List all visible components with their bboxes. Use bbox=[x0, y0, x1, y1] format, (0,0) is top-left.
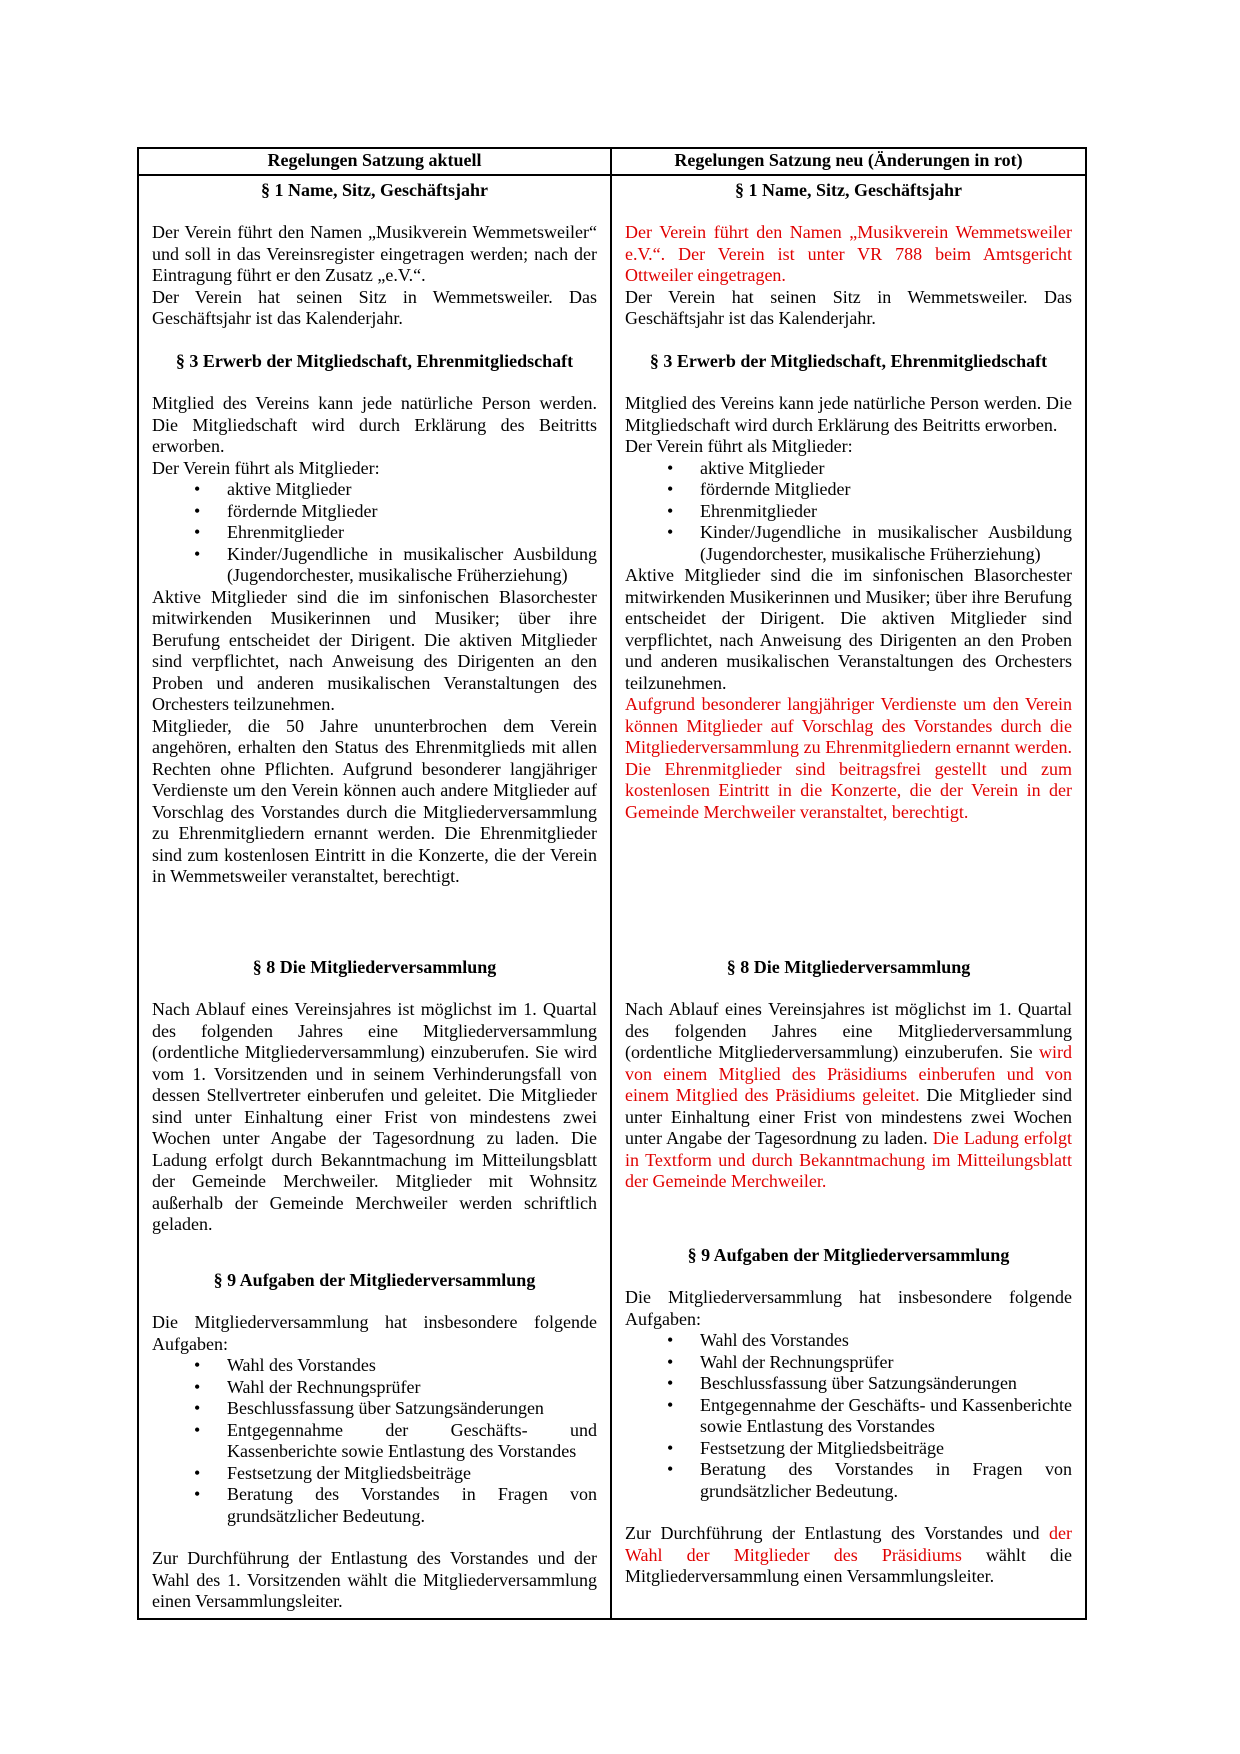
paragraph: Der Verein hat seinen Sitz in Wemmetsweiler. Das Geschäftsjahr ist das Kalenderjahr. bbox=[152, 286, 597, 328]
bullet-icon: • bbox=[194, 1398, 201, 1418]
cell-aktuell-s1-s3 bbox=[139, 176, 612, 932]
list-item-label: Beschlussfassung über Satzungsänderungen bbox=[700, 1373, 1017, 1393]
list-item-label: fördernde Mitglieder bbox=[700, 479, 851, 499]
paragraph-changed: Der Verein führt den Namen „Musikverein Wemmetsweiler e.V.“. Der Verein ist unter VR 788 beim Amtsgericht Ottweiler eingetragen. bbox=[625, 222, 1072, 285]
list-item bbox=[152, 1377, 597, 1399]
list-item bbox=[625, 1438, 1072, 1460]
bullet-icon: • bbox=[194, 1462, 201, 1483]
paragraph-mixed bbox=[625, 1523, 1072, 1588]
paragraph: Mitglied des Vereins kann jede natürliche Person werden. Die Mitgliedschaft wird durch Erklärung des Beitritts erworben. bbox=[152, 393, 597, 456]
section-heading-s3: § 3 Erwerb der Mitgliedschaft, Ehrenmitgliedschaft bbox=[649, 350, 1048, 371]
paragraph: Der Verein führt als Mitglieder: bbox=[152, 457, 380, 478]
list-item bbox=[625, 458, 1072, 480]
bullet-icon: • bbox=[667, 1437, 674, 1458]
section-heading-s8: § 8 Die Mitgliederversammlung bbox=[252, 956, 497, 977]
list-item-label: fördernde Mitglieder bbox=[227, 500, 378, 521]
table-row-s8-s9 bbox=[139, 932, 1085, 1619]
paragraph: Der Verein führt den Namen „Musikverein Wemmetsweiler“ und soll in das Vereinsregister eingetragen werden; nach der Eintragung führt er den Zusatz „e.V.“. bbox=[152, 222, 597, 285]
list-item bbox=[625, 479, 1072, 501]
list-item-label: Beratung des Vorstandes in Fragen von grundsätzlicher Bedeutung. bbox=[700, 1459, 1072, 1501]
cell-aktuell-s8-s9 bbox=[139, 932, 612, 1619]
column-header-satzung-neu: Regelungen Satzung neu (Änderungen in rot) bbox=[674, 150, 1023, 170]
list-item bbox=[152, 1484, 597, 1527]
satzung-comparison-table bbox=[137, 147, 1087, 1620]
section-heading-s9: § 9 Aufgaben der Mitgliederversammlung bbox=[213, 1269, 536, 1290]
paragraph: Die Mitgliederversammlung hat insbesondere folgende Aufgaben: bbox=[625, 1287, 1072, 1329]
bullet-icon: • bbox=[667, 1459, 674, 1479]
list-item-label: Wahl der Rechnungsprüfer bbox=[227, 1376, 421, 1397]
list-item bbox=[625, 1330, 1072, 1352]
list-item-label: Kinder/Jugendliche in musikalischer Ausbildung (Jugendorchester, musikalische Früherziehung) bbox=[227, 543, 597, 585]
paragraph: Mitglied des Vereins kann jede natürliche Person werden. Die Mitgliedschaft wird durch Erklärung des Beitritts erworben. bbox=[625, 393, 1072, 435]
cell-neu-s8-s9 bbox=[612, 932, 1085, 1619]
bullet-icon: • bbox=[667, 1373, 674, 1393]
list-item-label: Beschlussfassung über Satzungsänderungen bbox=[227, 1398, 544, 1418]
list-item-label: Wahl des Vorstandes bbox=[700, 1330, 849, 1350]
list-item-label: aktive Mitglieder bbox=[700, 457, 825, 478]
section-heading-s1: § 1 Name, Sitz, Geschäftsjahr bbox=[735, 179, 962, 200]
paragraph: Die Mitgliederversammlung hat insbesondere folgende Aufgaben: bbox=[152, 1312, 597, 1354]
list-item-label: Kinder/Jugendliche in musikalischer Ausbildung (Jugendorchester, musikalische Früherziehung) bbox=[700, 522, 1072, 564]
bullet-icon: • bbox=[667, 457, 674, 478]
text-segment-changed: der Wahl der Mitglieder des Präsidiums bbox=[625, 1523, 1072, 1565]
table-row-s1-s3 bbox=[139, 176, 1085, 932]
text-segment: Nach Ablauf eines Vereinsjahres ist möglichst im 1. Quartal des folgenden Jahres eine Mitgliederversammlung (ordentliche Mitgliederversammlung) einzuberufen. Sie bbox=[625, 999, 1072, 1062]
bullet-icon: • bbox=[194, 479, 201, 499]
bullet-icon: • bbox=[667, 479, 674, 499]
list-item-label: Festsetzung der Mitgliedsbeiträge bbox=[700, 1437, 944, 1458]
list-item bbox=[625, 522, 1072, 565]
list-item-label: Festsetzung der Mitgliedsbeiträge bbox=[227, 1462, 471, 1483]
list-item-label: Wahl des Vorstandes bbox=[227, 1355, 376, 1375]
paragraph: Aktive Mitglieder sind die im sinfonischen Blasorchester mitwirkenden Musikerinnen und Musiker; über ihre Berufung entscheidet der Dirigent. Die aktiven Mitglieder sind verpflichtet, nach Anweisung des Dirigenten an den Proben und anderen musikalischen Veranstaltungen des Orchesters teilzunehmen. bbox=[625, 565, 1072, 693]
list-item bbox=[625, 1459, 1072, 1502]
paragraph: Mitglieder, die 50 Jahre ununterbrochen dem Verein angehören, erhalten den Status des Ehrenmitglieds mit allen Rechten ohne Pflichten. Aufgrund besonderer langjähriger Verdienste um den Verein können auch andere Mitglieder auf Vorschlag des Vorstandes durch die Mitgliederversammlung zu Ehrenmitgliedern ernannt werden. Die Ehrenmitglieder sind zum kostenlosen Eintritt in die Konzerte, die der Verein in Wemmetsweiler veranstaltet, berechtigt. bbox=[152, 715, 597, 886]
list-item-label: Ehrenmitglieder bbox=[227, 522, 344, 542]
text-segment-changed: Die Ladung erfolgt in Textform und durch Bekanntmachung im Mitteilungsblatt der Gemeinde Merchweiler. bbox=[625, 1128, 1073, 1191]
list-item-label: Ehrenmitglieder bbox=[700, 500, 817, 521]
list-item-label: Beratung des Vorstandes in Fragen von grundsätzlicher Bedeutung. bbox=[227, 1484, 597, 1526]
list-item bbox=[152, 1420, 597, 1463]
text-segment: wählt die Mitgliederversammlung einen Versammlungsleiter. bbox=[625, 1544, 1072, 1586]
section-heading-s9: § 9 Aufgaben der Mitgliederversammlung bbox=[687, 1244, 1010, 1265]
section-heading-s8: § 8 Die Mitgliederversammlung bbox=[726, 956, 971, 977]
bullet-icon: • bbox=[194, 543, 201, 564]
paragraph-changed: Aufgrund besonderer langjähriger Verdienste um den Verein können Mitglieder auf Vorschlag des Vorstandes durch die Mitgliederversammlung zu Ehrenmitgliedern ernannt werden. Die Ehrenmitglieder sind beitragsfrei gestellt und zum kostenlosen Eintritt in die Konzerte, die der Verein in der Gemeinde Merchweiler veranstaltet, berechtigt. bbox=[625, 694, 1072, 822]
paragraph: Zur Durchführung der Entlastung des Vorstandes und der Wahl des 1. Vorsitzenden wählt die Mitgliederversammlung einen Versammlungsleiter. bbox=[152, 1548, 597, 1611]
list-item bbox=[625, 501, 1072, 523]
column-header-satzung-aktuell: Regelungen Satzung aktuell bbox=[139, 149, 612, 174]
list-item-label: Entgegennahme der Geschäfts- und Kassenberichte sowie Entlastung des Vorstandes bbox=[700, 1394, 1072, 1436]
bullet-icon: • bbox=[667, 522, 674, 542]
bullet-icon: • bbox=[194, 1484, 201, 1504]
list-item bbox=[152, 1463, 597, 1485]
bullet-icon: • bbox=[194, 522, 201, 542]
list-item bbox=[152, 544, 597, 587]
list-item-label: Entgegennahme der Geschäfts- und Kassenberichte sowie Entlastung des Vorstandes bbox=[227, 1419, 597, 1461]
list-item-label: aktive Mitglieder bbox=[227, 479, 352, 499]
bullet-icon: • bbox=[194, 1355, 201, 1375]
list-item bbox=[152, 1398, 597, 1420]
bullet-icon: • bbox=[194, 1376, 201, 1397]
paragraph: Der Verein hat seinen Sitz in Wemmetsweiler. Das Geschäftsjahr ist das Kalenderjahr. bbox=[625, 286, 1072, 328]
list-item bbox=[625, 1373, 1072, 1395]
cell-neu-s1-s3 bbox=[612, 176, 1085, 932]
list-item bbox=[152, 501, 597, 523]
section-heading-s3: § 3 Erwerb der Mitgliedschaft, Ehrenmitgliedschaft bbox=[175, 350, 574, 371]
bullet-icon: • bbox=[194, 500, 201, 521]
table-header-row bbox=[139, 149, 1085, 176]
paragraph: Aktive Mitglieder sind die im sinfonischen Blasorchester mitwirkenden Musikerinnen und Musiker; über ihre Berufung entscheidet der Dirigent. Die aktiven Mitglieder sind verpflichtet, nach Anweisung des Dirigenten an den Proben und anderen musikalischen Veranstaltungen des Orchesters teilzunehmen. bbox=[152, 586, 597, 714]
text-segment: Die Mitglieder sind unter Einhaltung einer Frist von mindestens zwei Wochen unter Angabe der Tagesordnung zu laden. bbox=[625, 1085, 1073, 1148]
section-heading-s1: § 1 Name, Sitz, Geschäftsjahr bbox=[261, 179, 488, 200]
paragraph-mixed bbox=[625, 999, 1072, 1193]
bullet-icon: • bbox=[194, 1419, 201, 1440]
bullet-icon: • bbox=[667, 1330, 674, 1350]
list-item bbox=[152, 522, 597, 544]
bullet-icon: • bbox=[667, 500, 674, 521]
text-segment: Zur Durchführung der Entlastung des Vorstandes und bbox=[625, 1523, 1050, 1543]
list-item bbox=[152, 479, 597, 501]
bullet-icon: • bbox=[667, 1351, 674, 1372]
list-item bbox=[625, 1352, 1072, 1374]
paragraph: Nach Ablauf eines Vereinsjahres ist möglichst im 1. Quartal des folgenden Jahres eine Mitgliederversammlung (ordentliche Mitgliederversammlung) einzuberufen. Sie wird vom 1. Vorsitzenden und in seinem Verhinderungsfall von dessen Stellvertreter einberufen und geleitet. Die Mitglieder sind unter Einhaltung einer Frist von mindestens zwei Wochen unter Angabe der Tagesordnung zu laden. Die Ladung erfolgt durch Bekanntmachung im Mitteilungsblatt der Gemeinde Merchweiler. Mitglieder mit Wohnsitz außerhalb der Gemeinde Merchweiler werden schriftlich geladen. bbox=[152, 999, 597, 1234]
text-segment-changed: wird von einem Mitglied des Präsidiums einberufen und von einem Mitglied des Präsidiums geleitet. bbox=[625, 1042, 1072, 1105]
table-body bbox=[139, 176, 1085, 1619]
list-item bbox=[625, 1395, 1072, 1438]
bullet-icon: • bbox=[667, 1394, 674, 1415]
list-item bbox=[152, 1355, 597, 1377]
list-item-label: Wahl der Rechnungsprüfer bbox=[700, 1351, 894, 1372]
paragraph: Der Verein führt als Mitglieder: bbox=[625, 436, 853, 456]
